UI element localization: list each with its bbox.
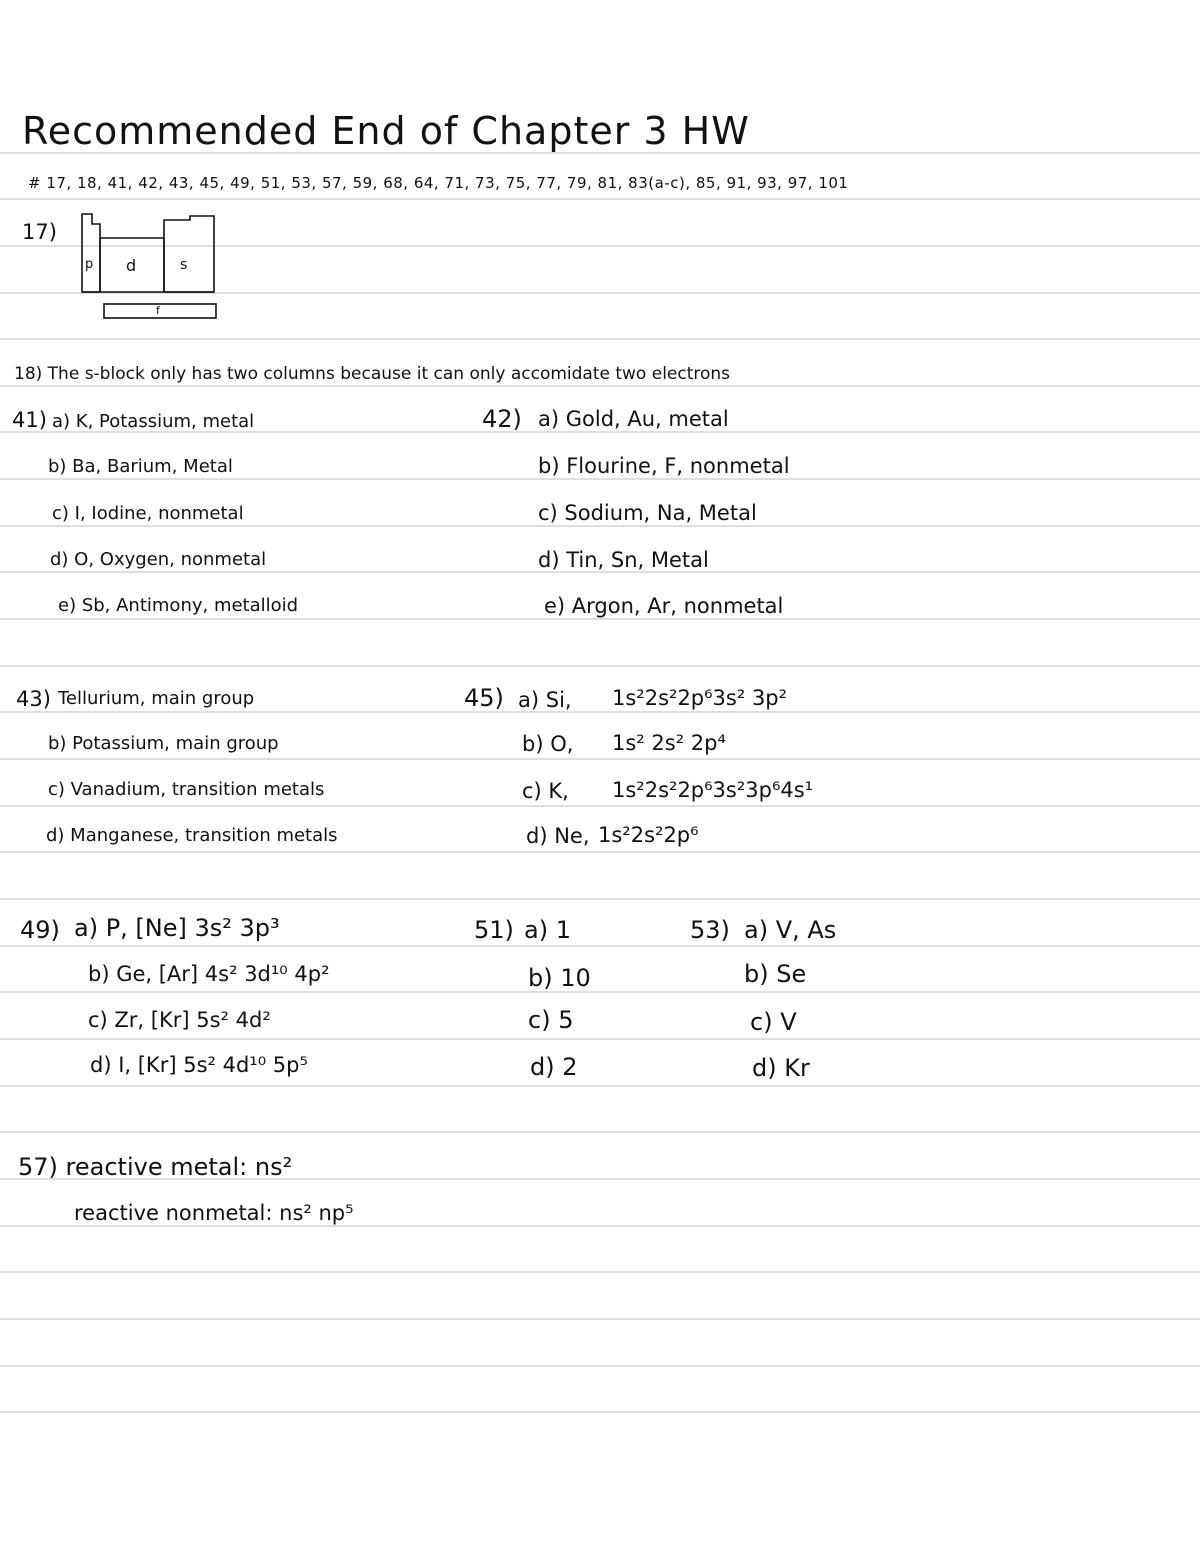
q41-item: d) O, Oxygen, nonmetal (50, 549, 267, 570)
q43-label: 43) (16, 687, 51, 711)
q51-label: 51) (474, 916, 514, 944)
q42-item: c) Sodium, Na, Metal (538, 501, 757, 525)
f-block-label: f (156, 304, 160, 317)
q42-label: 42) (482, 405, 522, 433)
q53-item: c) V (750, 1008, 797, 1036)
q43-item: Tellurium, main group (58, 688, 255, 709)
q51-item: a) 1 (524, 916, 571, 944)
q43-item: c) Vanadium, transition metals (48, 779, 325, 800)
d-block-label: d (126, 256, 137, 275)
q45-item-config: 1s² 2s² 2p⁴ (612, 731, 726, 755)
q17-label: 17) (22, 220, 57, 244)
s-block-label: s (180, 257, 188, 273)
q41-item: e) Sb, Antimony, metalloid (58, 595, 299, 616)
q42-item: e) Argon, Ar, nonmetal (544, 594, 784, 618)
q43-item: d) Manganese, transition metals (46, 825, 338, 846)
periodic-table-sketch (80, 212, 220, 322)
q49-item: b) Ge, [Ar] 4s² 3d¹⁰ 4p² (88, 962, 330, 986)
q18-answer: 18) The s-block only has two columns because it can only accomidate two electrons (14, 364, 731, 384)
q53-item: b) Se (744, 960, 807, 988)
q43-item: b) Potassium, main group (48, 733, 279, 754)
q45-item-config: 1s²2s²2p⁶3s² 3p² (612, 686, 788, 710)
q41-item: b) Ba, Barium, Metal (48, 456, 233, 477)
q51-item: c) 5 (528, 1006, 574, 1034)
q41-item: a) K, Potassium, metal (52, 411, 255, 432)
q45-item-prefix: d) Ne, (526, 824, 590, 848)
q45-item-prefix: c) K, (522, 779, 569, 803)
q45-item-config: 1s²2s²2p⁶ (598, 823, 699, 847)
q51-item: b) 10 (528, 964, 591, 992)
q45-item-config: 1s²2s²2p⁶3s²3p⁶4s¹ (612, 778, 814, 802)
q49-label: 49) (20, 916, 60, 944)
q42-item: a) Gold, Au, metal (538, 407, 729, 431)
q53-label: 53) (690, 916, 730, 944)
q45-item-prefix: b) O, (522, 732, 574, 756)
q41-label: 41) (12, 408, 47, 432)
q53-item: a) V, As (744, 916, 837, 944)
q42-item: b) Flourine, F, nonmetal (538, 454, 790, 478)
q57-line: reactive nonmetal: ns² np⁵ (74, 1201, 354, 1225)
q42-item: d) Tin, Sn, Metal (538, 548, 709, 572)
q49-item: d) I, [Kr] 5s² 4d¹⁰ 5p⁵ (90, 1053, 308, 1077)
q49-item: a) P, [Ne] 3s² 3p³ (74, 914, 280, 942)
q49-item: c) Zr, [Kr] 5s² 4d² (88, 1008, 271, 1032)
q57-line: 57) reactive metal: ns² (18, 1153, 293, 1181)
problem-list: # 17, 18, 41, 42, 43, 45, 49, 51, 53, 57, 59, 68, 64, 71, 73, 75, 77, 79, 81, 83(a-c), 85, 91, 93, 97, 101 (28, 174, 849, 192)
q45-item-prefix: a) Si, (518, 688, 572, 712)
q53-item: d) Kr (752, 1054, 810, 1082)
q45-label: 45) (464, 684, 504, 712)
q51-item: d) 2 (530, 1053, 578, 1081)
page-title: Recommended End of Chapter 3 HW (22, 109, 750, 153)
q41-item: c) I, Iodine, nonmetal (52, 503, 244, 524)
p-block-label: p (85, 257, 94, 272)
